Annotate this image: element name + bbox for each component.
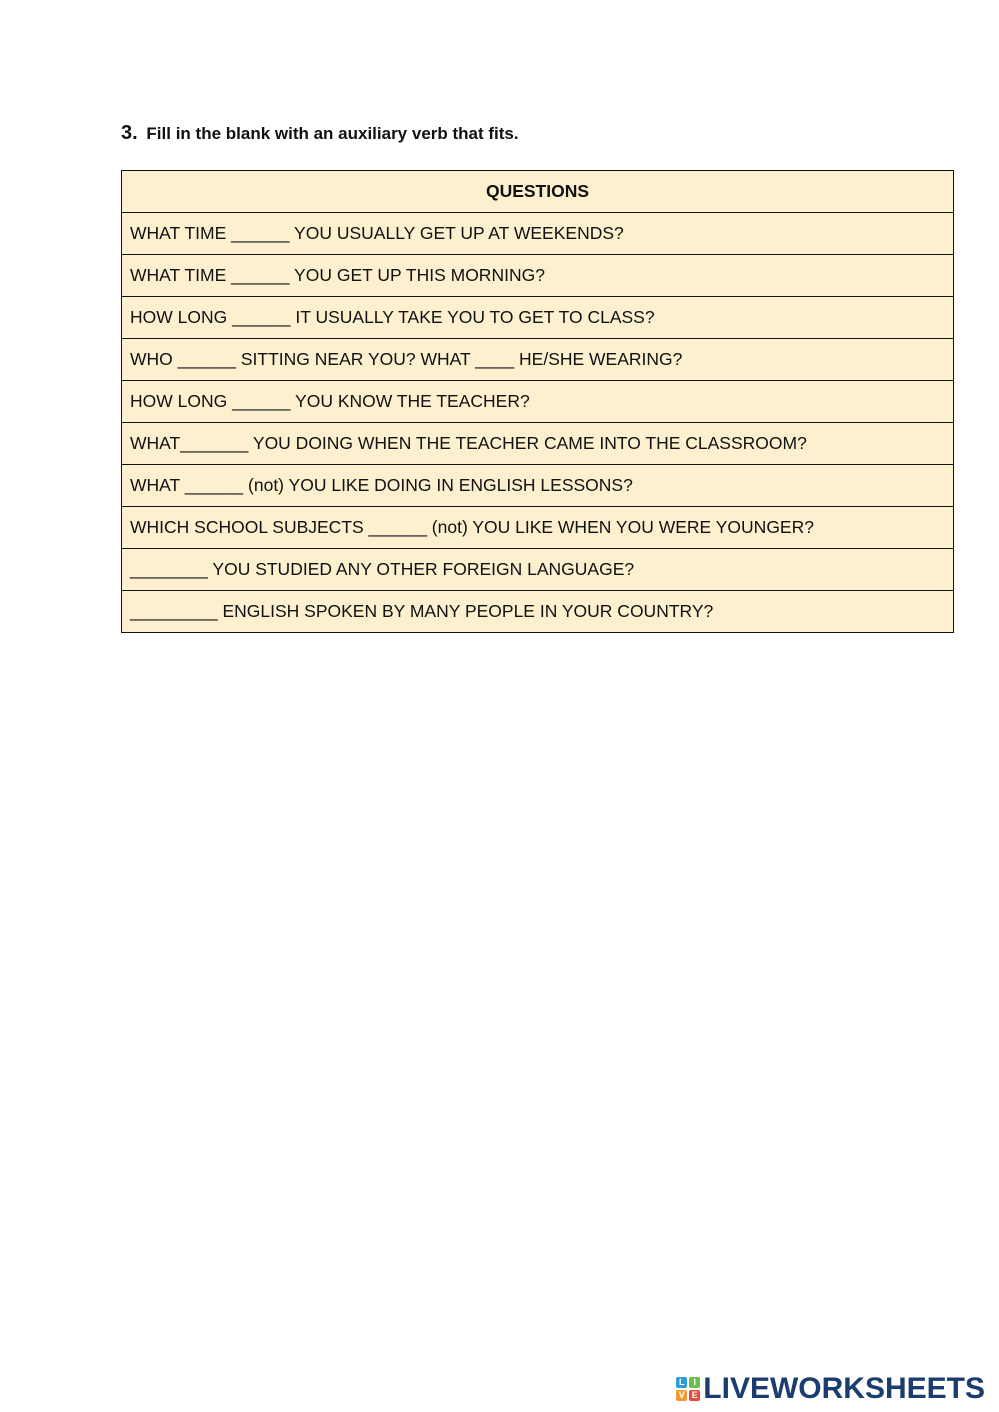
table-header-row (122, 171, 954, 213)
table-row (122, 297, 954, 339)
table-row (122, 255, 954, 297)
logo-icon (676, 1377, 700, 1401)
question-4: WHO ______ SITTING NEAR YOU? WHAT ____ HE/SHE WEARING? (122, 339, 954, 381)
table-row (122, 465, 954, 507)
exercise-instruction: Fill in the blank with an auxiliary verb that fits. (146, 124, 519, 143)
exercise-heading (121, 122, 519, 145)
question-10: _________ ENGLISH SPOKEN BY MANY PEOPLE IN YOUR COUNTRY? (122, 591, 954, 633)
logo-letter-i: I (689, 1377, 700, 1388)
logo-text: LIVEWORKSHEETS (703, 1372, 985, 1405)
table-header: QUESTIONS (122, 171, 954, 213)
question-1: WHAT TIME ______ YOU USUALLY GET UP AT WEEKENDS? (122, 213, 954, 255)
table-row (122, 213, 954, 255)
question-9: ________ YOU STUDIED ANY OTHER FOREIGN LANGUAGE? (122, 549, 954, 591)
table-row (122, 339, 954, 381)
liveworksheets-logo (676, 1374, 985, 1404)
table-row (122, 549, 954, 591)
question-3: HOW LONG ______ IT USUALLY TAKE YOU TO GET TO CLASS? (122, 297, 954, 339)
table-row (122, 507, 954, 549)
question-8: WHICH SCHOOL SUBJECTS ______ (not) YOU LIKE WHEN YOU WERE YOUNGER? (122, 507, 954, 549)
question-6: WHAT_______ YOU DOING WHEN THE TEACHER CAME INTO THE CLASSROOM? (122, 423, 954, 465)
exercise-number: 3. (121, 122, 138, 144)
table-row (122, 381, 954, 423)
table-row (122, 423, 954, 465)
question-5: HOW LONG ______ YOU KNOW THE TEACHER? (122, 381, 954, 423)
table-row (122, 591, 954, 633)
questions-table (121, 170, 954, 633)
logo-letter-e: E (689, 1390, 700, 1401)
question-7: WHAT ______ (not) YOU LIKE DOING IN ENGLISH LESSONS? (122, 465, 954, 507)
logo-letter-l: L (676, 1377, 687, 1388)
logo-letter-v: V (676, 1390, 687, 1401)
question-2: WHAT TIME ______ YOU GET UP THIS MORNING? (122, 255, 954, 297)
